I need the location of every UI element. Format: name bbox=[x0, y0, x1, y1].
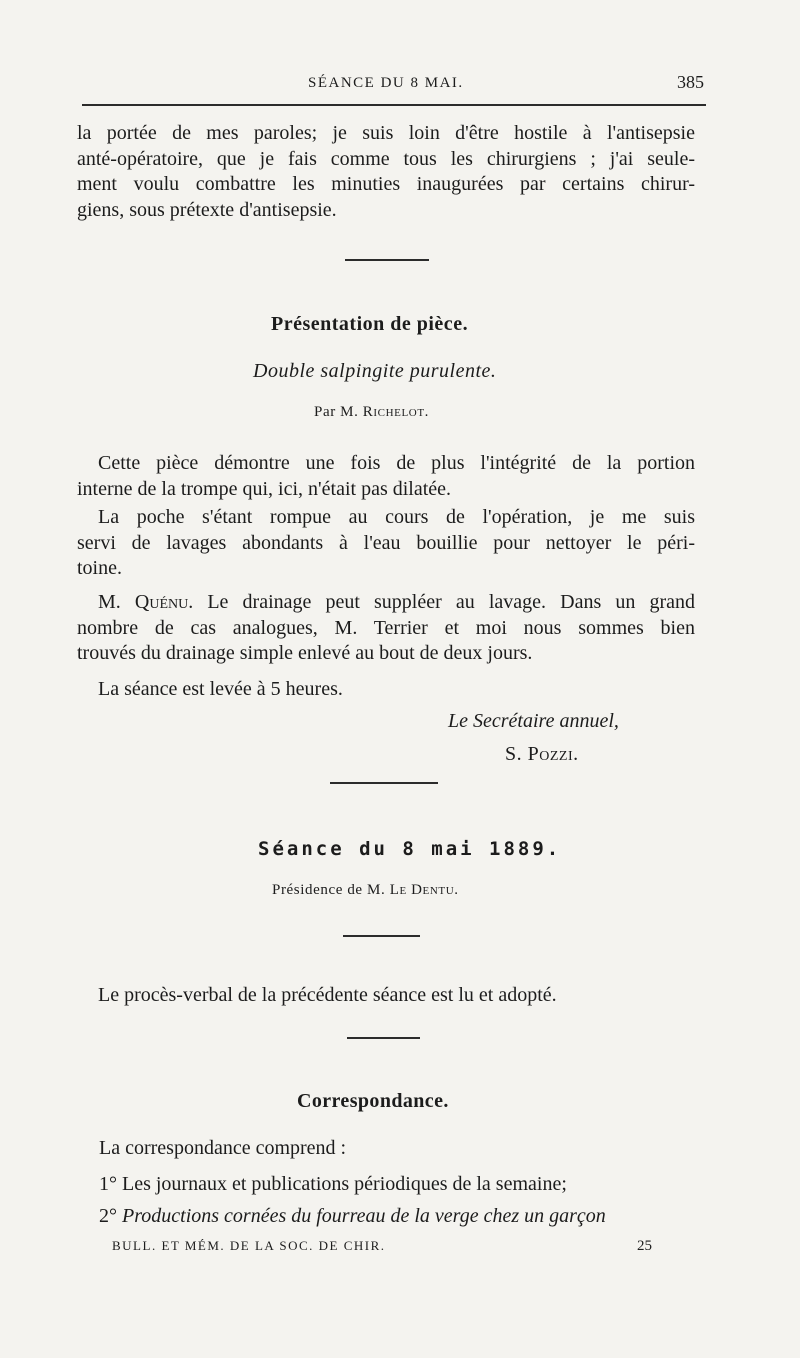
list-item bbox=[99, 1173, 567, 1196]
proces-verbal-line: Le procès-verbal de la précédente séance est lu et adopté. bbox=[98, 984, 557, 1006]
case-title: Double salpingite purulente. bbox=[253, 360, 497, 382]
presidency-line bbox=[272, 882, 459, 899]
presidency-prefix: Présidence de M. bbox=[272, 882, 386, 898]
text-line: la portée de mes paroles; je suis loin d'être hostile à l'antisepsie bbox=[77, 122, 695, 144]
text-line: trouvés du drainage simple enlevé au bout de deux jours. bbox=[77, 642, 533, 664]
running-header bbox=[78, 72, 704, 96]
text-line: ment voulu combattre les minuties inaugurées par certains chirur- bbox=[77, 173, 695, 195]
text-line: servi de lavages abondants à l'eau bouillie pour nettoyer le péri- bbox=[77, 531, 695, 554]
byline bbox=[314, 404, 429, 421]
text-line: toine. bbox=[77, 557, 122, 579]
list-item bbox=[99, 1205, 606, 1228]
page-footer bbox=[112, 1238, 652, 1254]
text-line: Cette pièce démontre une fois de plus l'intégrité de la portion bbox=[98, 452, 695, 474]
signature-role: Le Secrétaire annuel, bbox=[448, 710, 619, 732]
text-line: anté-opératoire, que je fais comme tous les chirurgiens ; j'ai seule- bbox=[77, 147, 695, 170]
section-divider bbox=[330, 782, 438, 784]
section-divider bbox=[345, 259, 429, 261]
signature-initial: S. bbox=[505, 743, 523, 765]
closing-line: La séance est levée à 5 heures. bbox=[98, 678, 343, 700]
text-line bbox=[77, 590, 695, 616]
correspondance-intro: La correspondance comprend : bbox=[99, 1137, 347, 1159]
item-number: 2° bbox=[99, 1205, 117, 1227]
item-text: Productions cornées du fourreau de la verge chez un garçon bbox=[122, 1205, 606, 1227]
section-divider bbox=[347, 1037, 420, 1039]
item-number: 1° bbox=[99, 1173, 117, 1195]
text-line: giens, sous prétexte d'antisepsie. bbox=[77, 198, 337, 221]
paragraph-continued bbox=[77, 121, 695, 223]
speaker-prefix: M. bbox=[98, 591, 121, 613]
text-line: interne de la trompe qui, ici, n'était pas dilatée. bbox=[77, 477, 452, 500]
speaker-name: Quénu. bbox=[134, 591, 194, 613]
section-divider bbox=[343, 935, 420, 937]
section-heading-presentation: Présentation de pièce. bbox=[271, 313, 469, 335]
header-rule bbox=[82, 104, 706, 106]
paragraph-quenu bbox=[77, 590, 695, 667]
footer-journal: BULL. ET MÉM. DE LA SOC. DE CHIR. bbox=[112, 1238, 386, 1253]
signature-name bbox=[505, 743, 579, 766]
text-line: nombre de cas analogues, M. Terrier et moi nous sommes bien bbox=[77, 616, 695, 639]
paragraph bbox=[77, 451, 695, 502]
president-name: Le Dentu. bbox=[389, 882, 459, 898]
signature-surname: Pozzi. bbox=[527, 743, 579, 765]
text-line: La poche s'étant rompue au cours de l'opération, je me suis bbox=[98, 506, 695, 528]
signature-mark: 25 bbox=[637, 1238, 652, 1254]
item-text: Les journaux et publications périodiques de la semaine; bbox=[122, 1173, 567, 1195]
page-number: 385 bbox=[677, 72, 704, 92]
byline-prefix: Par M. bbox=[314, 404, 359, 420]
author-name: Richelot. bbox=[362, 404, 429, 420]
running-title: SÉANCE DU 8 MAI. bbox=[308, 75, 464, 91]
section-heading-correspondance: Correspondance. bbox=[297, 1090, 449, 1112]
speaker-text: Le drainage peut suppléer au lavage. Dans un grand bbox=[207, 591, 696, 613]
paragraph bbox=[77, 505, 695, 582]
session-heading: Séance du 8 mai 1889. bbox=[258, 838, 562, 860]
